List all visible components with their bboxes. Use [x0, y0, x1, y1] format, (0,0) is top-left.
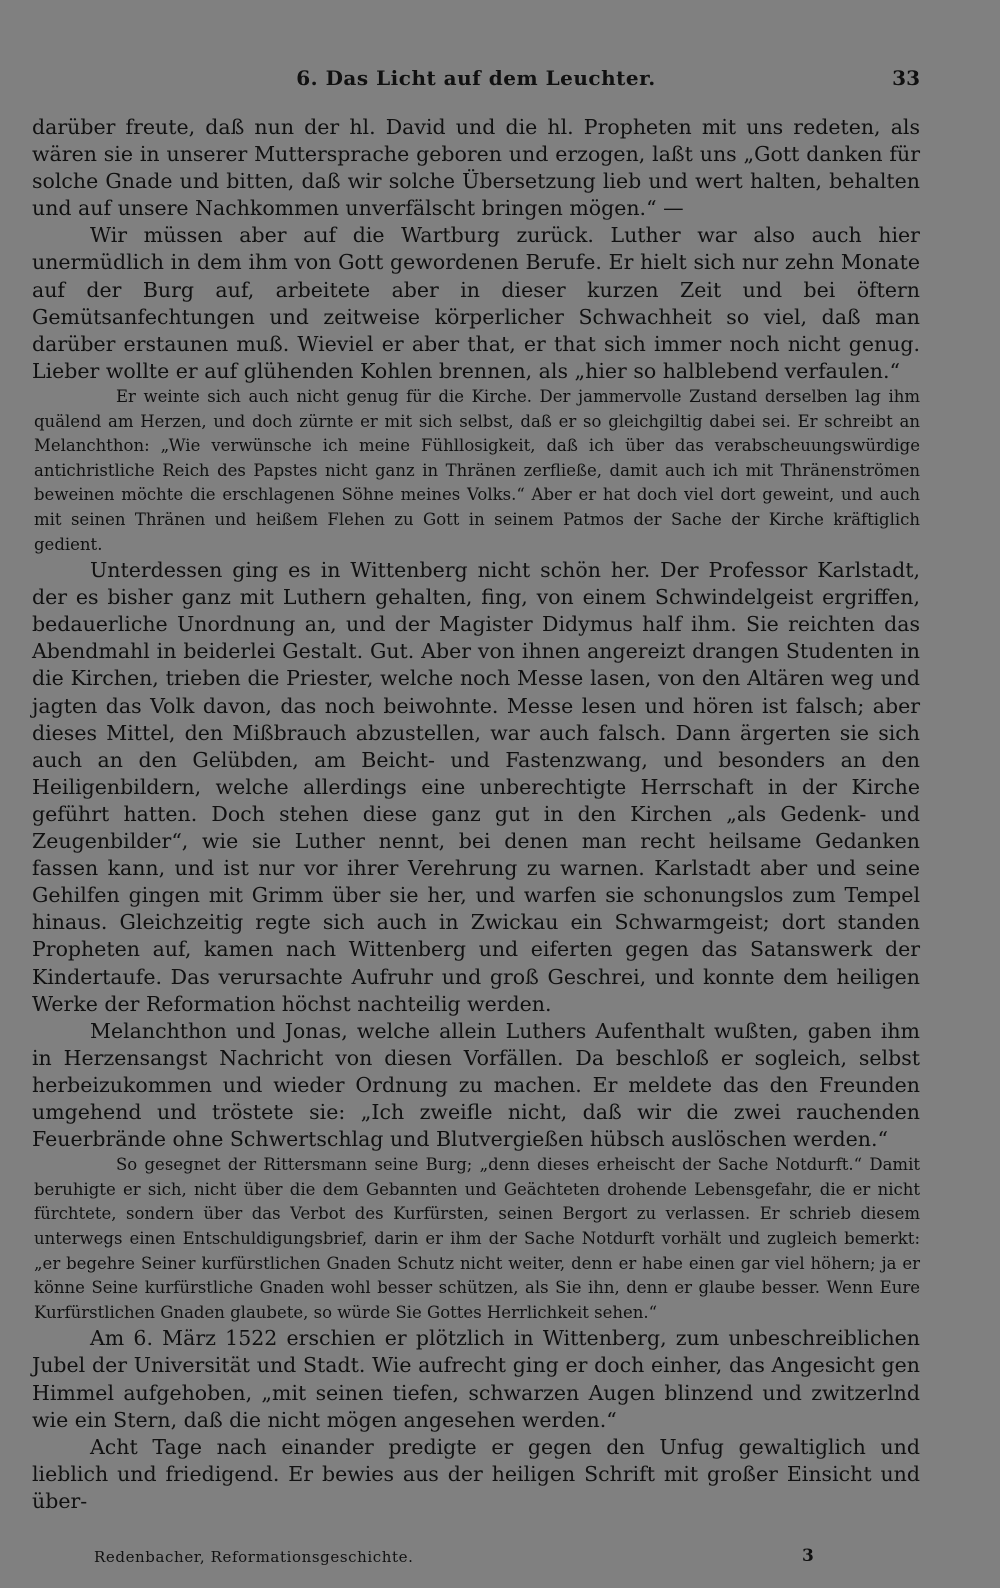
- footer-signature: Redenbacher, Reformationsgeschichte.: [94, 1548, 414, 1566]
- body-paragraph: Unterdessen ging es in Wittenberg nicht schön her. Der Professor Karlstadt, der es bisher ganz mit Luthern gehalten, fing, von einem Schwindelgeist ergriffen, bedauerliche Unordnung an, und der Magister Didymus half ihm. Sie reichten das Abendmahl in beiderlei Gestalt. Gut. Aber von ihnen angereizt drangen Studenten in die Kirchen, trieben die Priester, welche noch Messe lasen, von den Altären weg und jagten das Volk davon, das noch beiwohnte. Messe lesen und hören ist falsch; aber dieses Mittel, den Mißbrauch abzustellen, war auch falsch. Dann ärgerten sie sich auch an den Gelübden, am Beicht- und Fastenzwang, und besonders an den Heiligenbildern, welche allerdings eine unberechtigte Herrschaft in der Kirche geführt hatten. Doch stehen diese ganz gut in den Kirchen „als Gedenk- und Zeugenbilder“, wie sie Luther nennt, bei denen man recht heilsame Gedanken fassen kann, und ist nur vor ihrer Verehrung zu warnen. Karlstadt aber und seine Gehilfen gingen mit Grimm über sie her, und warfen sie schonungslos zum Tempel hinaus. Gleichzeitig regte sich auch in Zwickau ein Schwarmgeist; dort standen Propheten auf, kamen nach Wittenberg und eiferten gegen das Satanswerk der Kindertaufe. Das verursachte Aufruhr und groß Geschrei, und konnte dem heiligen Werke der Reformation höchst nachteilig werden.: [32, 558, 920, 1016]
- sheet-number: 3: [802, 1546, 814, 1566]
- book-page: [32, 60, 920, 1515]
- page-header: [32, 60, 920, 94]
- page-footer: [32, 1544, 920, 1572]
- body-paragraph: Acht Tage nach einander predigte er gegen den Unfug gewaltiglich und lieblich und friedigend. Er bewies aus der heiligen Schrift mit großer Einsicht und über-: [32, 1434, 920, 1513]
- page-number: 33: [892, 66, 920, 90]
- body-paragraph: Wir müssen aber auf die Wartburg zurück. Luther war also auch hier unermüdlich in dem ihm von Gott gewordenen Berufe. Er hielt sich nur zehn Monate auf der Burg auf, arbeitete aber in dieser kurzen Zeit und bei öftern Gemütsanfechtungen und zeitweise körperlicher Schwachheit so viel, daß man darüber erstaunen muß. Wieviel er aber that, er that sich immer noch nicht genug. Lieber wollte er auf glühenden Kohlen brennen, als „hier so halblebend verfaulen.“: [32, 223, 920, 383]
- body-paragraph: darüber freute, daß nun der hl. David und die hl. Propheten mit uns redeten, als wären sie in unserer Muttersprache geboren und erzogen, laßt uns „Gott danken für solche Gnade und bitten, daß wir solche Übersetzung lieb und wert halten, behalten und auf unsere Nachkommen unverfälscht bringen mögen.“ —: [32, 115, 920, 221]
- text-body: [32, 114, 920, 1515]
- body-paragraph: Am 6. März 1522 erschien er plötzlich in Wittenberg, zum unbeschreiblichen Jubel der Universität und Stadt. Wie aufrecht ging er doch einher, das Angesicht gen Himmel aufgehoben, „mit seinen tiefen, schwarzen Augen blinzend und zwitzerlnd wie ein Stern, daß die nicht mögen angesehen werden.“: [32, 1326, 920, 1432]
- running-title: 6. Das Licht auf dem Leuchter.: [296, 66, 656, 90]
- footnote-paragraph: Er weinte sich auch nicht genug für die Kirche. Der jammervolle Zustand derselben lag ihm quälend am Herzen, und doch zürnte er mit sich selbst, daß er so gleichgiltig dabei sei. Er schreibt an Melanchthon: „Wie verwünsche ich meine Fühllosigkeit, daß ich über das verabscheuungswürdige antichristliche Reich des Papstes nicht ganz in Thränen zerfließe, damit auch ich mit Thränenströmen beweinen möchte die erschlagenen Söhne meines Volks.“ Aber er hat doch viel dort geweint, und auch mit seinen Thränen und heißem Flehen zu Gott in seinem Patmos der Sache der Kirche kräftiglich gedient.: [34, 386, 920, 554]
- body-paragraph: Melanchthon und Jonas, welche allein Luthers Aufenthalt wußten, gaben ihm in Herzensangst Nachricht von diesen Vorfällen. Da beschloß er sogleich, selbst herbeizukommen und wieder Ordnung zu machen. Er meldete das den Freunden umgehend und tröstete sie: „Ich zweifle nicht, daß wir die zwei rauchenden Feuerbrände ohne Schwertschlag und Blutvergießen hübsch auslöschen werden.“: [32, 1018, 920, 1152]
- footnote-paragraph: So gesegnet der Rittersmann seine Burg; „denn dieses erheischt der Sache Notdurft.“ Damit beruhigte er sich, nicht über die dem Gebannten und Geächteten drohende Lebensgefahr, die er nicht fürchtete, sondern über das Verbot des Kurfürsten, seinen Bergort zu verlassen. Er schrieb diesem unterwegs einen Entschuldigungsbrief, darin er ihm der Sache Notdurft vorhält und zugleich bemerkt: „er begehre Seiner kurfürstlichen Gnaden Schutz nicht weiter, denn er habe einen gar viel höhern; ja er könne Seine kurfürstliche Gnaden wohl besser schützen, als Sie ihn, denn er glaube besser. Wenn Eure Kurfürstlichen Gnaden glaubete, so würde Sie Gottes Herrlichkeit sehen.“: [34, 1155, 920, 1322]
